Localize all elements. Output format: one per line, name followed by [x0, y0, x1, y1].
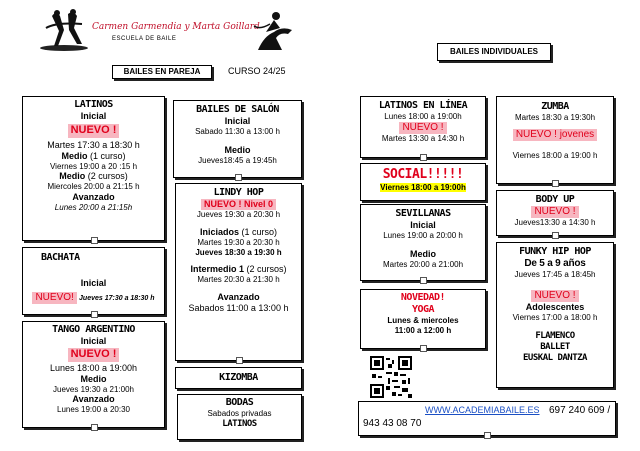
sevillanas-time-2: Martes 20:00 a 21:00h: [382, 259, 464, 269]
funky-time-2: Viernes 17:00 a 18:00 h: [512, 313, 598, 323]
card-bailes-salon: [173, 100, 302, 178]
funky-title: FUNKY HIP HOP: [519, 246, 591, 257]
card-zumba: [496, 96, 614, 184]
extra-ballet: BALLET: [540, 342, 570, 352]
resize-handle[interactable]: [552, 180, 559, 187]
resize-handle[interactable]: [235, 174, 242, 181]
yoga-time-1: Lunes & miercoles: [387, 316, 459, 326]
latinos-medio-note: (1 curso): [90, 150, 126, 161]
lindy-nuevo-badge: NUEVO ! Nivel 0: [201, 199, 276, 210]
latinos-medio2: Medio: [59, 171, 86, 182]
latinos-linea-nuevo-badge: NUEVO !: [399, 122, 446, 134]
resize-handle[interactable]: [91, 424, 98, 431]
latinos-linea-title: LATINOS EN LÍNEA: [378, 100, 468, 111]
latinos-medio2-note: (2 cursos): [87, 171, 128, 182]
card-latinos-en-linea: [360, 96, 486, 158]
logo-school: ESCUELA DE BAILE: [112, 36, 177, 42]
salon-title: BAILES DE SALÓN: [196, 104, 279, 115]
lindy-time-5: Sabados 11:00 a 13:00 h: [188, 303, 289, 314]
resize-handle[interactable]: [91, 311, 98, 318]
sevillanas-time-1: Lunes 19:00 a 20:00 h: [383, 231, 463, 241]
tango-medio: Medio: [80, 373, 107, 384]
card-bodas: [177, 394, 302, 440]
latinos-linea-time-2: Martes 13:30 a 14:30 h: [381, 134, 465, 144]
bachata-nuevo-badge: NUEVO!: [32, 292, 76, 304]
logo-script: Carmen Garmendia y Marta Goillard: [92, 22, 260, 32]
latinos-avanzado: Avanzado: [72, 191, 115, 202]
kizomba-title: KIZOMBA: [219, 372, 258, 383]
card-body-up: [496, 190, 614, 236]
dancers-logo-icon: [38, 8, 90, 52]
yoga-title-2: YOGA: [411, 304, 435, 316]
card-social: [360, 163, 486, 201]
resize-handle[interactable]: [484, 432, 491, 439]
tango-time-2: Jueves 19:30 a 21:00h: [53, 384, 134, 394]
tango-title: TANGO ARGENTINO: [52, 324, 135, 335]
card-funky-hip-hop: [496, 242, 614, 388]
funky-adolescentes: Adolescentes: [525, 302, 585, 313]
lindy-time-1: Jueves 19:30 a 20:30 h: [196, 210, 281, 220]
bodas-line-2: LATINOS: [222, 418, 257, 429]
tango-time-3: Lunes 19:00 a 20:30: [57, 405, 130, 415]
yoga-time-2: 11:00 a 12:00 h: [394, 326, 452, 336]
bodyup-title: BODY UP: [535, 194, 575, 205]
dancer-couple-icon: [250, 10, 298, 56]
resize-handle[interactable]: [552, 232, 559, 239]
tango-inicial: Inicial: [80, 336, 107, 347]
header-curso: CURSO 24/25: [228, 66, 286, 76]
latinos-medio: Medio: [61, 150, 88, 161]
lindy-time-4: Martes 20:30 a 21:30 h: [197, 275, 280, 285]
salon-medio: Medio: [224, 144, 251, 155]
zumba-title: ZUMBA: [541, 101, 569, 112]
phone-2: 943 43 08 70: [363, 418, 422, 429]
resize-handle[interactable]: [91, 237, 98, 244]
zumba-time-1: Martes 18:30 a 19:30h: [514, 113, 596, 123]
resize-handle[interactable]: [420, 277, 427, 284]
card-lindy-hop: [175, 183, 302, 361]
lindy-title: LINDY HOP: [213, 187, 264, 198]
social-title: SOCIAL!!!!!: [382, 167, 464, 182]
sevillanas-medio: Medio: [410, 248, 436, 259]
website-link[interactable]: WWW.ACADEMIABAILE.ES: [425, 405, 540, 415]
card-kizomba: [175, 367, 302, 389]
resize-handle[interactable]: [236, 357, 243, 364]
extra-euskal-dantza: EUSKAL DANTZA: [523, 352, 587, 363]
card-sevillanas: [360, 204, 486, 281]
card-yoga: [360, 289, 486, 349]
bachata-time: Jueves 17:30 a 18:30 h: [79, 295, 155, 303]
zumba-time-2: Viernes 18:00 a 19:00 h: [512, 151, 598, 161]
latinos-time-3: Miercoles 20:00 a 21:15 h: [47, 182, 140, 192]
latinos-time-2: Viernes 19:00 a 20 :15 h: [49, 161, 138, 171]
lindy-iniciados: Iniciados: [199, 226, 239, 237]
resize-handle[interactable]: [420, 345, 427, 352]
card-latinos: [22, 96, 165, 241]
logo: [38, 8, 298, 58]
tango-time-1: Lunes 18:00 a 19:00h: [49, 362, 138, 373]
header-bailes-pareja: BAILES EN PAREJA: [112, 65, 212, 79]
lindy-iniciados-note: (1 curso): [241, 226, 278, 237]
funky-subtitle: De 5 a 9 años: [524, 258, 586, 270]
salon-inicial: Inicial: [224, 116, 251, 127]
bodyup-nuevo-badge: NUEVO !: [531, 206, 578, 218]
bodas-line-1: Sabados privadas: [207, 409, 272, 419]
zumba-nuevo-badge: NUEVO ! jovenes: [513, 129, 597, 141]
lindy-time-2: Martes 19:30 a 20:30 h: [197, 237, 280, 247]
social-time: Viernes 18:00 a 19:00h: [380, 182, 466, 192]
lindy-intermedio: Intermedio 1: [190, 264, 244, 275]
extra-flamenco: FLAMENCO: [535, 331, 575, 342]
latinos-inicial: Inicial: [80, 111, 107, 122]
lindy-time-3: Jueves 18:30 a 19:30 h: [195, 247, 282, 257]
latinos-title: LATINOS: [74, 99, 113, 110]
bodyup-time: Jueves13:30 a 14:30 h: [514, 218, 596, 228]
funky-time-1: Jueves 17:45 a 18:45h: [514, 270, 596, 280]
contact-box: [358, 401, 616, 436]
latinos-time-1: Martes 17:30 a 18:30 h: [47, 139, 140, 150]
card-bachata: [22, 247, 165, 315]
latinos-nuevo-badge: NUEVO !: [68, 124, 120, 137]
salon-time-1: Sabado 11:30 a 13:00 h: [195, 127, 280, 137]
phone-1: 697 240 609 /: [549, 405, 611, 416]
sevillanas-title: SEVILLANAS: [395, 208, 451, 219]
lindy-intermedio-note: (2 cursos): [246, 264, 287, 275]
latinos-time-4: Lunes 20:00 a 21:15h: [54, 202, 133, 212]
card-tango: [22, 321, 165, 428]
header-bailes-individuales: BAILES INDIVIDUALES: [437, 43, 551, 61]
bachata-title: BACHATA: [41, 252, 80, 263]
qr-code-icon[interactable]: [370, 356, 412, 398]
latinos-linea-time-1: Lunes 18:00 a 19:00h: [384, 112, 462, 122]
funky-nuevo-badge: NUEVO !: [531, 290, 578, 302]
sevillanas-inicial: Inicial: [410, 220, 436, 231]
bodas-title: BODAS: [225, 397, 254, 408]
salon-time-2: Jueves18:45 a 19:45h: [198, 155, 277, 165]
tango-avanzado: Avanzado: [72, 394, 115, 405]
lindy-avanzado: Avanzado: [217, 292, 260, 303]
tango-nuevo-badge: NUEVO !: [68, 348, 120, 361]
yoga-title-1: NOVEDAD!: [400, 292, 446, 303]
bachata-inicial: Inicial: [80, 278, 107, 289]
resize-handle[interactable]: [420, 154, 427, 161]
